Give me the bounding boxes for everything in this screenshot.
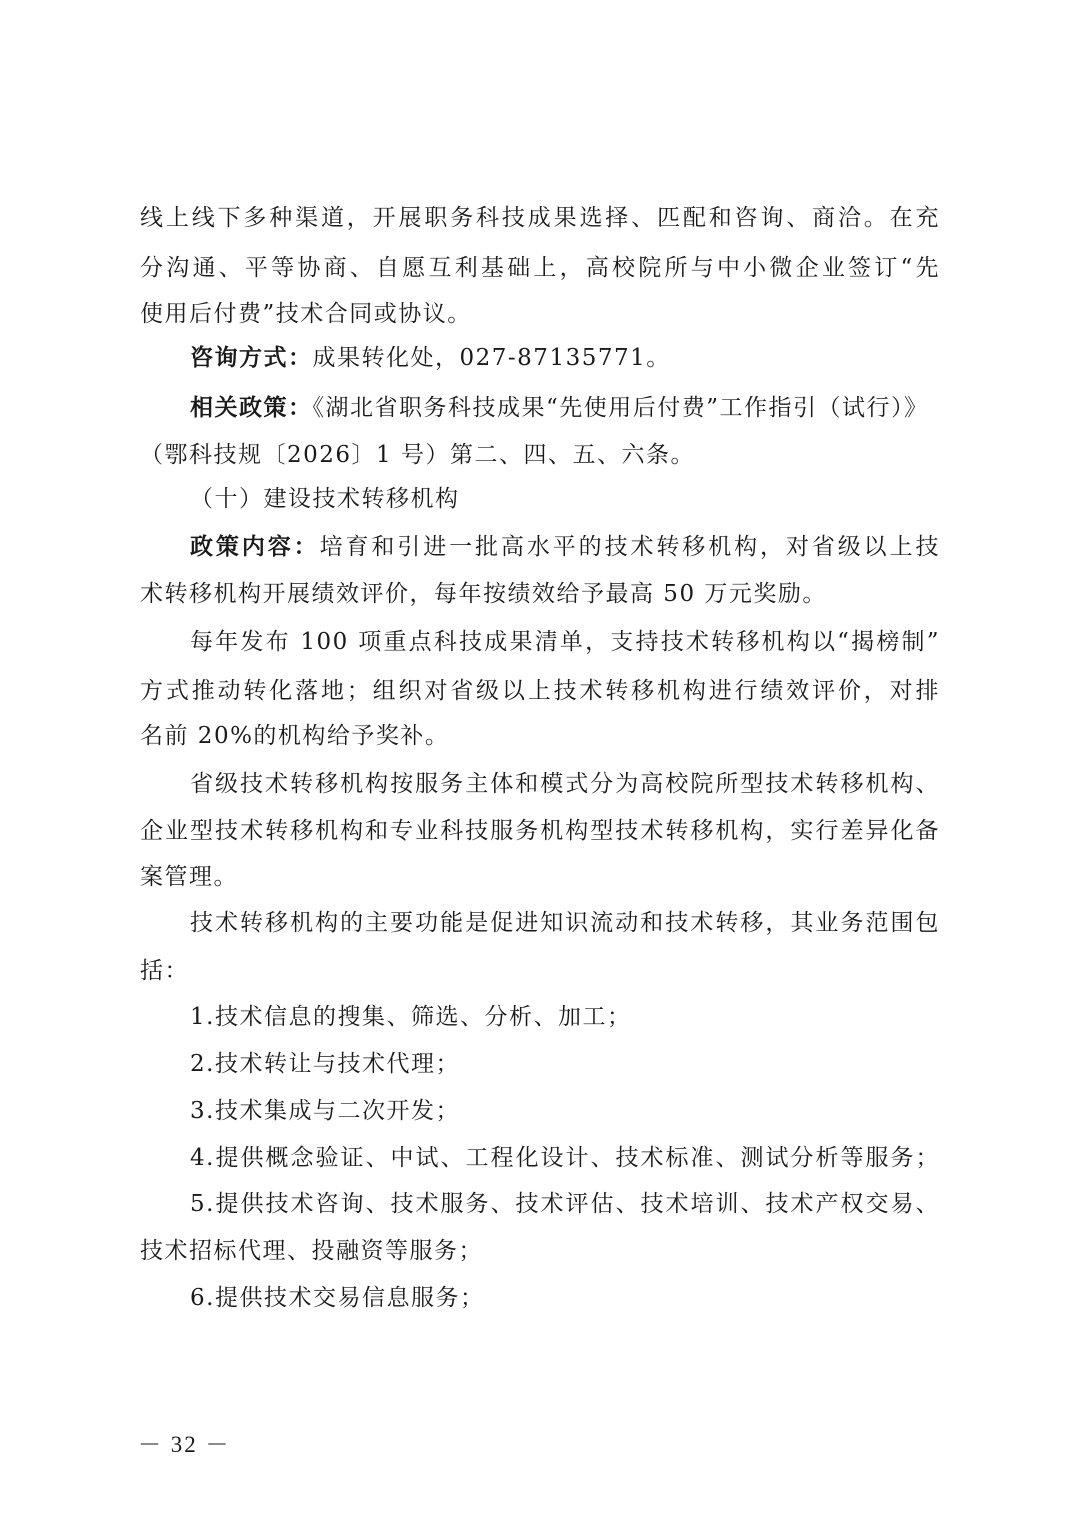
content-text: 培育和引进一批高水平的技术转移机构，对省级以上技 (319, 534, 941, 560)
list-item: 2.技术转让与技术代理； (190, 1051, 460, 1077)
body-line: 企业型技术转移机构和专业科技服务机构型技术转移机构，实行差异化备 (140, 818, 940, 844)
body-line: 方式推动转化落地；组织对省级以上技术转移机构进行绩效评价，对排 (140, 678, 940, 704)
policy-text: 《湖北省职务科技成果“先使用后付费”工作指引（试行）》 (312, 395, 929, 421)
list-item: 1.技术信息的搜集、筛选、分析、加工； (190, 1004, 632, 1030)
policy-label: 相关政策： (190, 394, 313, 421)
body-line: 案管理。 (140, 864, 238, 890)
body-line: 使用后付费”技术合同或协议。 (140, 301, 472, 327)
body-line: 术转移机构开展绩效评价，每年按绩效给予最高 50 万元奖励。 (140, 581, 827, 607)
body-line: 括： (140, 958, 189, 984)
policy-line-cont: （鄂科技规〔2026〕1 号）第二、四、五、六条。 (140, 442, 695, 468)
body-line: 名前 20%的机构给予奖补。 (140, 723, 450, 749)
body-line: 分沟通、平等协商、自愿互利基础上，高校院所与中小微企业签订“先 (140, 255, 940, 281)
page-number: － 32 － (138, 1432, 231, 1457)
consult-text: 成果转化处，027-87135771。 (312, 345, 671, 371)
body-line: 线上线下多种渠道，开展职务科技成果选择、匹配和咨询、商洽。在充 (140, 205, 940, 231)
list-item-cont: 技术招标代理、投融资等服务； (140, 1238, 483, 1264)
body-line: 省级技术转移机构按服务主体和模式分为高校院所型技术转移机构、 (190, 771, 940, 797)
policy-line (190, 393, 940, 423)
content-label: 政策内容： (190, 533, 320, 560)
list-item: 5.提供技术咨询、技术服务、技术评估、技术培训、技术产权交易、 (190, 1191, 940, 1217)
consult-label: 咨询方式： (190, 344, 313, 371)
content-line (190, 532, 940, 562)
consult-line (190, 343, 940, 373)
list-item: 4.提供概念验证、中试、工程化设计、技术标准、测试分析等服务； (190, 1145, 940, 1171)
list-item: 6.提供技术交易信息服务； (190, 1285, 485, 1311)
body-line: 每年发布 100 项重点科技成果清单，支持技术转移机构以“揭榜制” (190, 629, 940, 655)
section-title: （十）建设技术转移机构 (190, 486, 460, 512)
list-item: 3.技术集成与二次开发； (190, 1098, 460, 1124)
body-line: 技术转移机构的主要功能是促进知识流动和技术转移，其业务范围包 (190, 910, 940, 936)
